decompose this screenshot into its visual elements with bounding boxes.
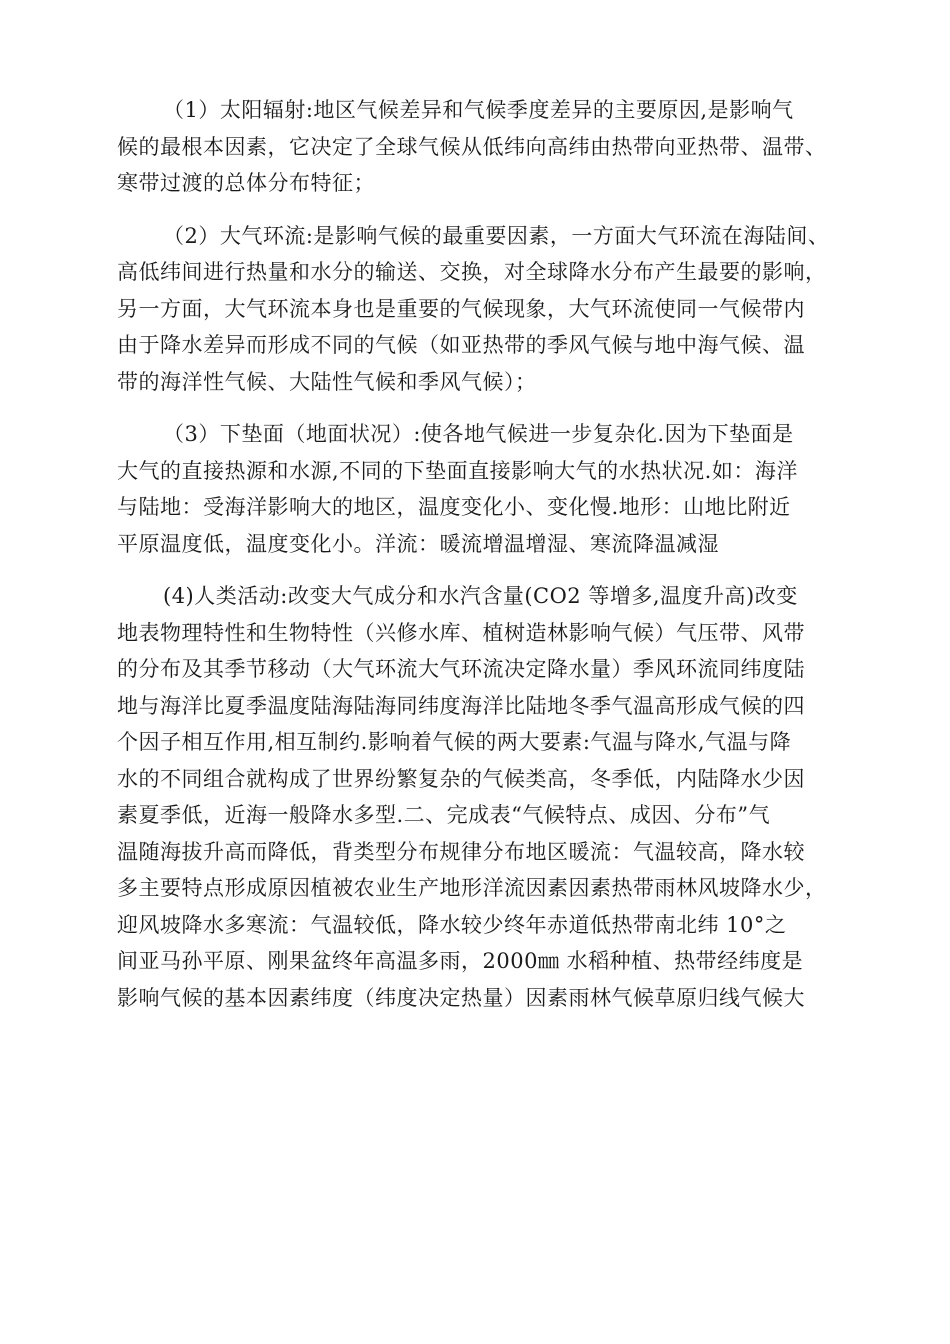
- paragraph-underlying-surface: [117, 416, 837, 562]
- text-line: (4)人类活动:改变大气成分和水汽含量(CO2 等增多,温度升高)改变: [163, 584, 798, 608]
- text-line: 候的最根本因素，它决定了全球气候从低纬向高纬由热带向亚热带、温带、: [117, 134, 827, 159]
- text-line: 个因子相互作用,相互制约.影响着气候的两大要素:气温与降水,气温与降: [117, 730, 792, 754]
- text-line: 与陆地：受海洋影响大的地区，温度变化小、变化慢.地形：山地比附近: [117, 495, 791, 519]
- text-line: 间亚马孙平原、刚果盆终年高温多雨，2000㎜ 水稻种植、热带经纬度是: [117, 949, 804, 973]
- text-line: 温随海拔升高而降低，背类型分布规律分布地区暖流：气温较高，降水较: [117, 839, 805, 864]
- document-body: [117, 92, 837, 1032]
- text-line: 高低纬间进行热量和水分的输送、交换，对全球降水分布产生最要的影响，: [117, 260, 827, 284]
- text-line: 平原温度低，温度变化小。洋流：暖流增温增湿、寒流降温减湿: [117, 531, 719, 556]
- paragraph-solar-radiation: [117, 92, 837, 202]
- text-line: 带的海洋性气候、大陆性气候和季风气候）；: [117, 369, 537, 394]
- text-line: 寒带过渡的总体分布特征；: [117, 171, 375, 195]
- paragraph-human-activity: [117, 578, 837, 1016]
- text-line: 大气的直接热源和水源,不同的下垫面直接影响大气的水热状况.如：海洋: [117, 458, 798, 483]
- text-line: 影响气候的基本因素纬度（纬度决定热量）因素雨林气候草原归线气候大: [117, 985, 805, 1010]
- text-line: 由于降水差异而形成不同的气候（如亚热带的季风气候与地中海气候、温: [117, 333, 805, 357]
- text-line: 水的不同组合就构成了世界纷繁复杂的气候类高，冬季低，内陆降水少因: [117, 766, 805, 791]
- text-line: （1）太阳辐射:地区气候差异和气候季度差异的主要原因,是影响气: [163, 98, 794, 122]
- text-line: 的分布及其季节移动（大气环流大气环流决定降水量）季风环流同纬度陆: [117, 657, 805, 681]
- text-line: （2）大气环流:是影响气候的最重要因素，一方面大气环流在海陆间、: [163, 223, 830, 248]
- text-line: 地表物理特性和生物特性（兴修水库、植树造林影响气候）气压带、风带: [117, 620, 805, 645]
- text-line: 迎风坡降水多寒流：气温较低，降水较少终年赤道低热带南北纬 10°之: [117, 912, 787, 937]
- text-line: （3）下垫面（地面状况）:使各地气候进一步复杂化.因为下垫面是: [163, 422, 794, 446]
- text-line: 另一方面，大气环流本身也是重要的气候现象，大气环流使同一气候带内: [117, 296, 805, 321]
- text-line: 地与海洋比夏季温度陆海陆海同纬度海洋比陆地冬季气温高形成气候的四: [117, 693, 805, 718]
- text-line: 素夏季低，近海一般降水多型.二、完成表“气候特点、成因、分布”气: [117, 803, 771, 827]
- paragraph-atmospheric-circulation: [117, 218, 837, 401]
- text-line: 多主要特点形成原因植被农业生产地形洋流因素因素热带雨林风坡降水少，: [117, 876, 827, 900]
